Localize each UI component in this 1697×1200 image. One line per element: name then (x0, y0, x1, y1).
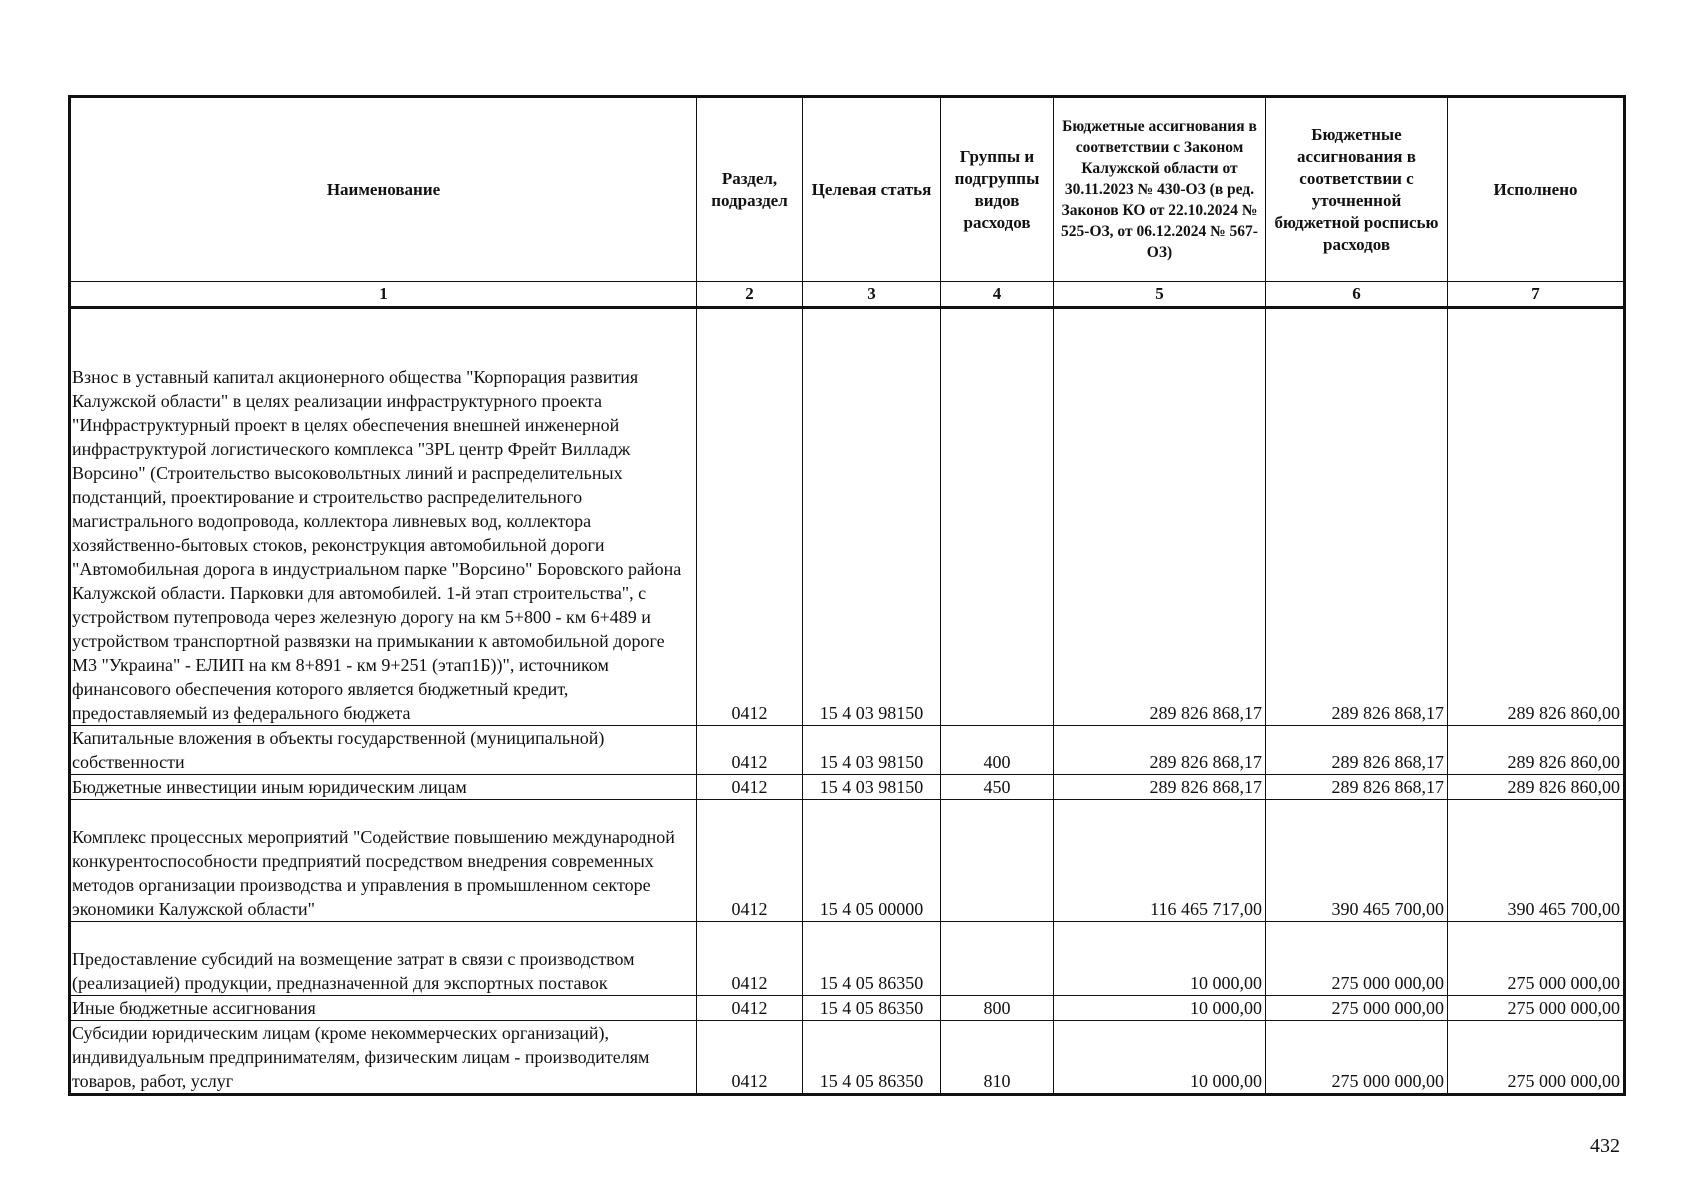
header-row (70, 97, 1625, 282)
row-refined-amount: 289 826 868,17 (1266, 775, 1448, 800)
row-section: 0412 (697, 996, 803, 1021)
row-law-amount: 10 000,00 (1054, 996, 1266, 1021)
column-number: 5 (1054, 282, 1266, 308)
budget-table (68, 95, 1626, 1096)
row-section: 0412 (697, 775, 803, 800)
row-name: Иные бюджетные ассигнования (70, 996, 697, 1021)
header-name: Наименование (70, 97, 697, 282)
row-target: 15 4 03 98150 (803, 775, 941, 800)
row-section: 0412 (697, 1021, 803, 1095)
row-name: Бюджетные инвестиции иным юридическим лицам (70, 775, 697, 800)
row-section: 0412 (697, 922, 803, 996)
header-law-allocations: Бюджетные ассигнования в соответствии с Законом Калужской области от 30.11.2023 № 430-ОЗ (в ред. Законов КО от 22.10.2024 № 525-ОЗ, от 06.12.2024 № 567-ОЗ) (1054, 97, 1266, 282)
header-target: Целевая статья (803, 97, 941, 282)
table-row (70, 996, 1625, 1021)
row-refined-amount: 289 826 868,17 (1266, 308, 1448, 726)
budget-table-sheet (68, 95, 1623, 1096)
table-row (70, 726, 1625, 775)
row-section: 0412 (697, 308, 803, 726)
row-law-amount: 289 826 868,17 (1054, 308, 1266, 726)
row-group: 450 (941, 775, 1054, 800)
row-executed-amount: 275 000 000,00 (1448, 996, 1625, 1021)
row-group: 810 (941, 1021, 1054, 1095)
row-refined-amount: 275 000 000,00 (1266, 996, 1448, 1021)
row-executed-amount: 289 826 860,00 (1448, 726, 1625, 775)
row-section: 0412 (697, 800, 803, 922)
row-target: 15 4 03 98150 (803, 308, 941, 726)
row-executed-amount: 390 465 700,00 (1448, 800, 1625, 922)
column-number: 4 (941, 282, 1054, 308)
table-row (70, 800, 1625, 922)
row-refined-amount: 390 465 700,00 (1266, 800, 1448, 922)
table-row (70, 922, 1625, 996)
row-group: 400 (941, 726, 1054, 775)
row-name: Субсидии юридическим лицам (кроме некоммерческих организаций), индивидуальным предпринимателям, физическим лицам - производителям товаров, работ, услуг (70, 1021, 697, 1095)
row-refined-amount: 275 000 000,00 (1266, 1021, 1448, 1095)
column-number-row (70, 282, 1625, 308)
table-row (70, 308, 1625, 726)
row-target: 15 4 03 98150 (803, 726, 941, 775)
row-target: 15 4 05 86350 (803, 922, 941, 996)
row-refined-amount: 289 826 868,17 (1266, 726, 1448, 775)
table-row (70, 775, 1625, 800)
row-name: Капитальные вложения в объекты государственной (муниципальной) собственности (70, 726, 697, 775)
row-law-amount: 289 826 868,17 (1054, 775, 1266, 800)
row-target: 15 4 05 86350 (803, 1021, 941, 1095)
row-law-amount: 116 465 717,00 (1054, 800, 1266, 922)
row-refined-amount: 275 000 000,00 (1266, 922, 1448, 996)
row-target: 15 4 05 00000 (803, 800, 941, 922)
column-number: 7 (1448, 282, 1625, 308)
column-number: 2 (697, 282, 803, 308)
row-name: Взнос в уставный капитал акционерного общества "Корпорация развития Калужской области" в целях реализации инфраструктурного проекта "Инфраструктурный проект в целях обеспечения внешней инженерной инфраструктурой логистического комплекса "3PL центр Фрейт Вилладж Ворсино" (Строительство высоковольтных линий и распределительных подстанций, проектирование и строительство распределительного магистрального водопровода, коллектора ливневых вод, коллектора хозяйственно-бытовых стоков, реконструкция автомобильной дороги "Автомобильная дорога в индустриальном парке "Ворсино" Боровского района Калужской области. Парковки для автомобилей. 1-й этап строительства", с устройством путепровода через железную дорогу на км 5+800 - км 6+489 и устройством транспортной развязки на примыкании к автомобильной дороге М3 "Украина" - ЕЛИП на км 8+891 - км 9+251 (этап1Б))", источником финансового обеспечения которого является бюджетный кредит, предоставляемый из федерального бюджета (70, 308, 697, 726)
row-group (941, 308, 1054, 726)
row-law-amount: 10 000,00 (1054, 1021, 1266, 1095)
row-executed-amount: 275 000 000,00 (1448, 1021, 1625, 1095)
row-executed-amount: 289 826 860,00 (1448, 308, 1625, 726)
row-law-amount: 10 000,00 (1054, 922, 1266, 996)
header-refined-allocations: Бюджетные ассигнования в соответствии с уточненной бюджетной росписью расходов (1266, 97, 1448, 282)
page-number: 432 (1590, 1135, 1620, 1157)
column-number: 3 (803, 282, 941, 308)
row-law-amount: 289 826 868,17 (1054, 726, 1266, 775)
row-section: 0412 (697, 726, 803, 775)
row-group (941, 800, 1054, 922)
row-target: 15 4 05 86350 (803, 996, 941, 1021)
header-executed: Исполнено (1448, 97, 1625, 282)
row-executed-amount: 289 826 860,00 (1448, 775, 1625, 800)
row-group (941, 922, 1054, 996)
row-name: Комплекс процессных мероприятий "Содействие повышению международной конкурентоспособности предприятий посредством внедрения современных методов организации производства и управления в промышленном секторе экономики Калужской области" (70, 800, 697, 922)
column-number: 6 (1266, 282, 1448, 308)
row-name: Предоставление субсидий на возмещение затрат в связи с производством (реализацией) продукции, предназначенной для экспортных поставок (70, 922, 697, 996)
row-group: 800 (941, 996, 1054, 1021)
table-row (70, 1021, 1625, 1095)
column-number: 1 (70, 282, 697, 308)
header-groups: Группы и подгруппы видов расходов (941, 97, 1054, 282)
row-executed-amount: 275 000 000,00 (1448, 922, 1625, 996)
header-section: Раздел, подраздел (697, 97, 803, 282)
